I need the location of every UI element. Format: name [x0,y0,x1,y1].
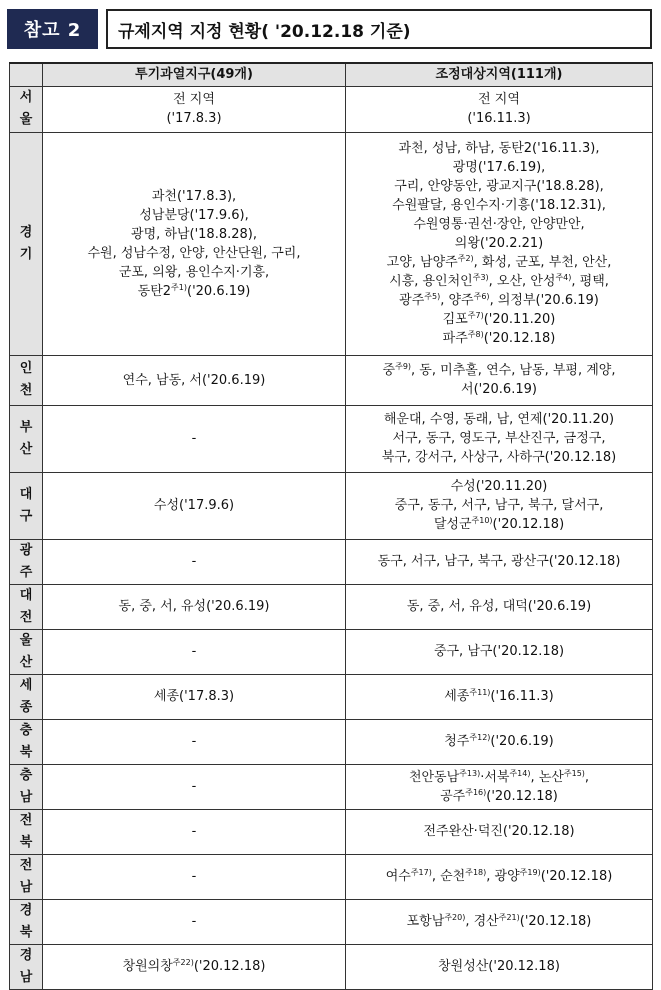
cell-text: 수성('20.11.20) [450,479,548,494]
cell-text: ('20.11.20) [483,312,556,327]
cell-line [45,732,343,751]
region-label: 전 [19,609,33,625]
cell-line [348,496,650,515]
region-label: 울 [19,632,33,648]
adjusted-cell [346,132,653,355]
cell-line [348,329,650,348]
cell-text: 여수 [385,869,411,884]
region-label: 서 [19,90,33,105]
cell-line [348,912,650,931]
region-label: 충 [19,767,33,783]
region-label: 주 [19,564,33,580]
cell-text: 공주 [440,788,466,804]
cell-text: , 화성, 군포, 부천, 안산, [473,255,612,270]
empty-dash: - [191,914,197,929]
footnote-mark: 주10) [471,516,493,525]
cell-text: 창원성산('20.12.18) [438,959,560,974]
cell-text: ('20.6.19) [490,734,554,749]
cell-line [45,187,343,206]
overheated-cell [43,899,346,944]
region-cell [10,132,43,355]
empty-dash: - [191,824,197,839]
cell-line [348,732,650,751]
table-row [10,405,653,472]
cell-text: 세종('17.8.3) [153,689,235,704]
table-row [10,719,653,764]
region-cell [10,86,43,132]
region-cell [10,629,43,674]
overheated-cell [43,944,346,989]
footnote-mark: 주21) [498,913,520,922]
cell-line [45,912,343,931]
overheated-cell [43,472,346,539]
cell-text: ('20.12.18) [486,788,558,804]
cell-line [348,957,650,976]
table-row [10,629,653,674]
cell-text: ('20.12.18) [492,517,565,532]
cell-text: 동, 중, 서, 유성('20.6.19) [118,599,270,614]
cell-line [348,196,650,215]
cell-line [348,429,650,448]
cell-line [45,282,343,301]
cell-text: 서구, 동구, 영도구, 부산진구, 금정구, [392,431,606,446]
adjusted-cell [346,809,653,854]
region-label: 광 [19,542,33,558]
cell-text: ('20.6.19) [187,283,251,299]
cell-line [45,957,343,976]
overheated-cell [43,405,346,472]
cell-text: 포항남 [406,914,445,929]
adjusted-cell [346,355,653,405]
cell-text: ·서북 [480,769,510,785]
cell-line [348,139,650,158]
footnote-mark: 주12) [469,733,491,742]
cell-text: 파주 [442,331,468,346]
cell-line [348,642,650,661]
cell-line [348,234,650,253]
adjusted-column-header: 조정대상지역(111개) [346,63,653,86]
adjusted-cell [346,629,653,674]
cell-line [348,822,650,841]
adjusted-cell [346,539,653,584]
cell-line [348,515,650,534]
cell-text: , 오산, 안성 [488,274,556,289]
cell-line [45,642,343,661]
overheated-cell [43,132,346,355]
cell-line [45,263,343,282]
cell-text: 연수, 남동, 서('20.6.19) [122,372,266,388]
overheated-cell [43,86,346,132]
cell-line [45,867,343,886]
cell-line [45,109,343,128]
cell-line [45,244,343,263]
cell-text: 전 지역 [173,92,215,107]
table-row [10,539,653,584]
cell-line [348,477,650,496]
region-cell [10,899,43,944]
footnote-mark: 주6) [473,292,490,301]
footnote-mark: 주14) [509,768,531,778]
empty-dash: - [191,431,197,446]
footnote-mark: 주16) [465,787,487,797]
cell-text: 구리, 안양동안, 광교지구('18.8.28), [394,179,604,194]
table-row [10,944,653,989]
cell-line [348,215,650,234]
footnote-mark: 주22) [172,958,194,967]
footnote-mark: 주18) [465,868,487,877]
cell-text: ('16.11.3) [467,111,531,126]
cell-line [45,371,343,390]
cell-line [348,768,650,787]
footnote-mark: 주1) [171,282,187,292]
cell-text: 중구, 남구('20.12.18) [433,644,565,659]
region-cell [10,405,43,472]
cell-text: , 순천 [431,869,466,884]
region-label: 북 [19,834,33,850]
footnote-mark: 주3) [472,273,489,282]
empty-dash: - [191,554,197,569]
cell-text: 북구, 강서구, 사상구, 사하구('20.12.18) [381,450,617,465]
cell-text: 광명, 하남('18.8.28), [131,226,257,242]
table-row [10,674,653,719]
cell-text: ('20.12.18) [519,914,592,929]
region-cell [10,809,43,854]
cell-text: 중구, 동구, 서구, 남구, 북구, 달서구, [394,498,604,513]
table-row [10,854,653,899]
cell-text: 달성군 [433,517,472,532]
cell-text: 전주완산·덕진('20.12.18) [423,824,575,839]
regulated-areas-table [9,62,653,990]
region-label: 남 [19,879,33,895]
cell-line [348,448,650,467]
region-label: 경 [19,902,33,918]
cell-line [45,496,343,515]
adjusted-cell [346,854,653,899]
footnote-mark: 주9) [395,362,412,371]
cell-line [348,687,650,706]
region-label: 전 [19,812,33,828]
region-label: 남 [19,789,33,805]
header [7,9,652,49]
cell-text: 광명('17.6.19), [452,160,546,175]
cell-line [45,597,343,616]
cell-text: 창원의창 [122,959,173,974]
region-label: 남 [19,969,33,985]
cell-line [45,225,343,244]
cell-text: 동구, 서구, 남구, 북구, 광산구('20.12.18) [377,554,621,569]
overheated-cell [43,719,346,764]
table-row [10,584,653,629]
cell-line [348,867,650,886]
cell-text: 전 지역 [478,92,520,107]
table-header-row [10,63,653,86]
empty-dash: - [191,734,197,749]
reference-badge: 참고 2 [7,9,98,49]
footnote-mark: 주5) [424,292,441,301]
cell-text: 의왕('20.2.21) [454,236,544,251]
table-row [10,764,653,809]
region-label: 경 [19,224,33,240]
region-label: 대 [19,486,33,502]
footnote-mark: 주7) [467,311,484,320]
empty-dash: - [191,644,197,659]
footnote-mark: 주13) [459,768,481,778]
cell-line [348,310,650,329]
cell-text: , 동, 미추홀, 연수, 남동, 부평, 계양, [411,363,616,378]
adjusted-cell [346,764,653,809]
footnote-mark: 주15) [563,768,585,778]
adjusted-cell [346,584,653,629]
footnote-mark: 주2) [457,254,474,263]
cell-text: ('16.11.3) [490,689,554,704]
cell-text: 광주 [399,293,425,308]
cell-line [348,158,650,177]
region-label: 부 [19,419,33,435]
cell-text: 중 [382,363,396,378]
overheated-cell [43,629,346,674]
cell-text: , 광양 [486,869,520,884]
empty-dash: - [191,779,197,794]
region-label: 경 [19,947,33,963]
cell-text: 동탄2 [137,283,172,299]
footnote-mark: 주20) [444,913,466,922]
table-body [10,86,653,989]
cell-line [348,291,650,310]
cell-text: 김포 [442,312,468,327]
region-label: 종 [19,699,33,715]
adjusted-cell [346,472,653,539]
region-label: 천 [19,383,33,398]
region-header-cell [10,63,43,86]
cell-text: ('20.12.18) [483,331,556,346]
table-row [10,355,653,405]
region-label: 산 [19,654,33,670]
footnote-mark: 주11) [469,688,491,697]
cell-line [348,361,650,380]
cell-line [45,429,343,448]
cell-line [348,552,650,571]
footnote-mark: 주17) [410,868,432,877]
region-cell [10,355,43,405]
cell-line [45,822,343,841]
cell-text: , 경산 [465,914,499,929]
region-label: 세 [19,677,33,693]
cell-line [348,90,650,109]
cell-text: 군포, 의왕, 용인수지·기흥, [118,264,270,280]
page-title: 규제지역 지정 현황( '20.12.18 기준) [106,9,652,49]
overheated-column-header: 투기과열지구(49개) [43,63,346,86]
cell-line [348,253,650,272]
cell-line [348,597,650,616]
table-row [10,809,653,854]
table-row [10,132,653,355]
overheated-cell [43,764,346,809]
cell-text: 수원영통·권선·장안, 안양만안, [413,217,585,232]
cell-text: 과천, 성남, 하남, 동탄2('16.11.3), [398,141,600,156]
overheated-cell [43,539,346,584]
region-cell [10,674,43,719]
cell-text: 시흥, 용인처인 [389,274,473,289]
overheated-cell [43,584,346,629]
cell-text: ('20.12.18) [540,869,613,884]
cell-line [45,206,343,225]
cell-text: 수원팔달, 용인수지·기흥('18.12.31), [392,198,606,213]
empty-dash: - [191,869,197,884]
region-cell [10,719,43,764]
cell-line [348,109,650,128]
adjusted-cell [346,899,653,944]
cell-text: 서('20.6.19) [461,382,537,397]
cell-text: , 양주 [440,293,474,308]
region-label: 충 [19,722,33,738]
overheated-cell [43,809,346,854]
region-cell [10,764,43,809]
cell-line [348,787,650,806]
footnote-mark: 주8) [467,330,484,339]
adjusted-cell [346,405,653,472]
table-row [10,472,653,539]
cell-text: 천안동남 [408,769,460,785]
region-label: 울 [19,112,33,127]
region-label: 북 [19,744,33,760]
cell-text: , 의정부('20.6.19) [489,293,599,308]
cell-text: 고양, 남양주 [386,255,458,270]
table-row [10,86,653,132]
cell-text: 해운대, 수영, 동래, 남, 연제('20.11.20) [383,412,615,427]
overheated-cell [43,854,346,899]
cell-text: 수성('17.9.6) [153,498,235,513]
cell-text: , 평택, [571,274,609,289]
cell-text: 동, 중, 서, 유성, 대덕('20.6.19) [406,599,592,614]
region-cell [10,944,43,989]
region-label: 인 [19,361,33,376]
region-cell [10,854,43,899]
region-label: 산 [19,441,33,457]
cell-line [45,90,343,109]
overheated-cell [43,355,346,405]
cell-text: 성남분당('17.9.6), [139,207,249,223]
cell-line [348,177,650,196]
overheated-cell [43,674,346,719]
cell-text: ('20.12.18) [193,959,266,974]
cell-text: , 논산 [530,769,564,785]
cell-line [45,687,343,706]
region-cell [10,584,43,629]
adjusted-cell [346,86,653,132]
cell-line [348,380,650,399]
cell-text: 과천('17.8.3), [151,188,237,204]
cell-line [348,410,650,429]
region-label: 북 [19,924,33,940]
cell-text: , [584,769,590,785]
footnote-mark: 주19) [519,868,541,877]
region-label: 기 [19,246,33,262]
cell-text: ('17.8.3) [166,111,222,126]
region-cell [10,539,43,584]
table-row [10,899,653,944]
region-label: 구 [19,508,33,524]
adjusted-cell [346,674,653,719]
cell-line [45,552,343,571]
cell-text: 청주 [444,734,470,749]
region-cell [10,472,43,539]
cell-line [348,272,650,291]
adjusted-cell [346,944,653,989]
adjusted-cell [346,719,653,764]
cell-line [45,777,343,796]
cell-text: 세종 [444,689,470,704]
cell-text: 수원, 성남수정, 안양, 안산단원, 구리, [87,245,301,261]
region-label: 대 [19,587,33,603]
footnote-mark: 주4) [555,273,572,282]
region-label: 전 [19,857,33,873]
